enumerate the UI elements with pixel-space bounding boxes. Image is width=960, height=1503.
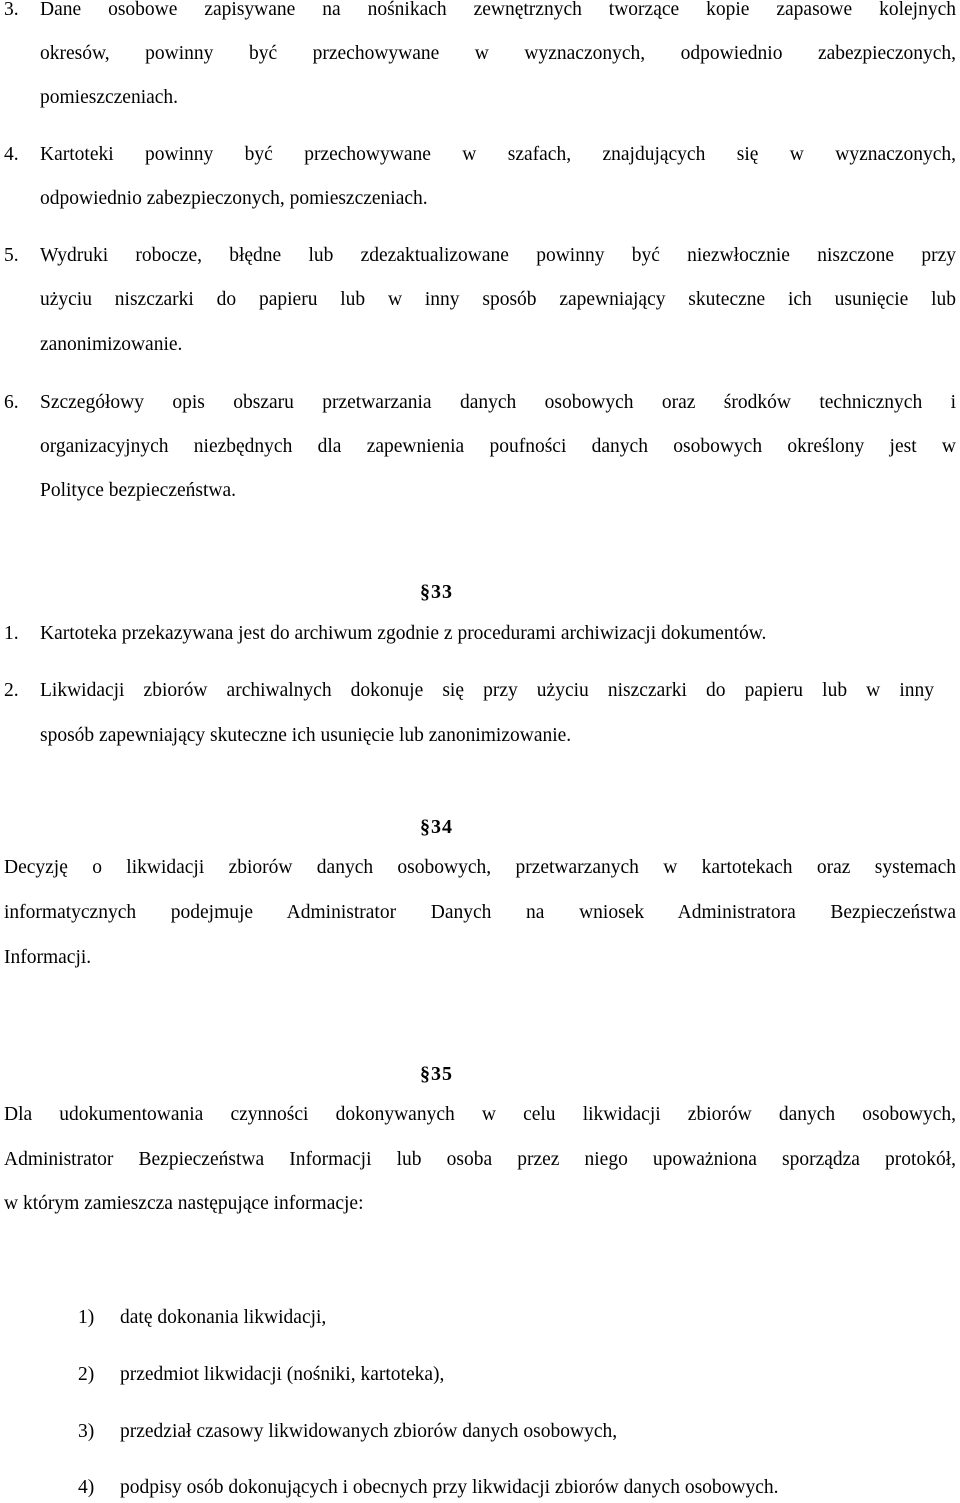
text-line: okresów, powinny być przechowywane w wyznaczonych, odpowiednio zabezpieczonych,	[40, 43, 956, 64]
list-number: 1)	[78, 1307, 95, 1328]
text-line: Decyzję o likwidacji zbiorów danych osobowych, przetwarzanych w kartotekach oraz systemach	[4, 857, 956, 878]
text-line: Kartoteka przekazywana jest do archiwum zgodnie z procedurami archiwizacji dokumentów.	[40, 623, 767, 644]
text-line: Wydruki robocze, błędne lub zdezaktualizowane powinny być niezwłocznie niszczone przy	[40, 245, 956, 266]
section-heading: §35	[420, 1063, 453, 1085]
text-line: informatycznych podejmuje Administrator Danych na wniosek Administratora Bezpieczeństwa	[4, 902, 956, 923]
text-line: Polityce bezpieczeństwa.	[40, 480, 236, 501]
section-heading: §33	[420, 581, 453, 603]
item-number: 3.	[4, 0, 19, 20]
text-line: Administrator Bezpieczeństwa Informacji lub osoba przez niego upoważniona sporządza protokół,	[4, 1149, 956, 1170]
text-line: Dla udokumentowania czynności dokonywanych w celu likwidacji zbiorów danych osobowych,	[4, 1104, 956, 1125]
text-line: Szczegółowy opis obszaru przetwarzania danych osobowych oraz środków technicznych i	[40, 392, 956, 413]
text-line: sposób zapewniający skuteczne ich usunięcie lub zanonimizowanie.	[40, 725, 572, 746]
text-line: Dane osobowe zapisywane na nośnikach zewnętrznych tworzące kopie zapasowe kolejnych	[40, 0, 956, 20]
text-line: w którym zamieszcza następujące informacje:	[4, 1193, 364, 1214]
list-item: przedmiot likwidacji (nośniki, kartoteka),	[120, 1364, 445, 1385]
list-number: 3)	[78, 1421, 95, 1442]
list-item: podpisy osób dokonujących i obecnych przy likwidacji zbiorów danych osobowych.	[120, 1477, 779, 1498]
list-item: datę dokonania likwidacji,	[120, 1307, 327, 1328]
text-line: Kartoteki powinny być przechowywane w szafach, znajdujących się w wyznaczonych,	[40, 144, 956, 165]
list-item: przedział czasowy likwidowanych zbiorów danych osobowych,	[120, 1421, 618, 1442]
list-number: 4)	[78, 1477, 95, 1498]
text-line: pomieszczeniach.	[40, 87, 179, 108]
list-number: 2)	[78, 1364, 95, 1385]
text-line: Likwidacji zbiorów archiwalnych dokonuje się przy użyciu niszczarki do papieru lub w inny	[40, 680, 934, 701]
item-number: 6.	[4, 392, 19, 413]
text-line: organizacyjnych niezbędnych dla zapewnienia poufności danych osobowych określony jest w	[40, 436, 956, 457]
text-line: zanonimizowanie.	[40, 334, 183, 355]
text-line: Informacji.	[4, 947, 92, 968]
item-number: 5.	[4, 245, 19, 266]
text-line: odpowiednio zabezpieczonych, pomieszczeniach.	[40, 188, 428, 209]
item-number: 4.	[4, 144, 19, 165]
text-line: użyciu niszczarki do papieru lub w inny sposób zapewniający skuteczne ich usunięcie lub	[40, 289, 956, 310]
item-number: 1.	[4, 623, 19, 644]
item-number: 2.	[4, 680, 19, 701]
section-heading: §34	[420, 816, 453, 838]
